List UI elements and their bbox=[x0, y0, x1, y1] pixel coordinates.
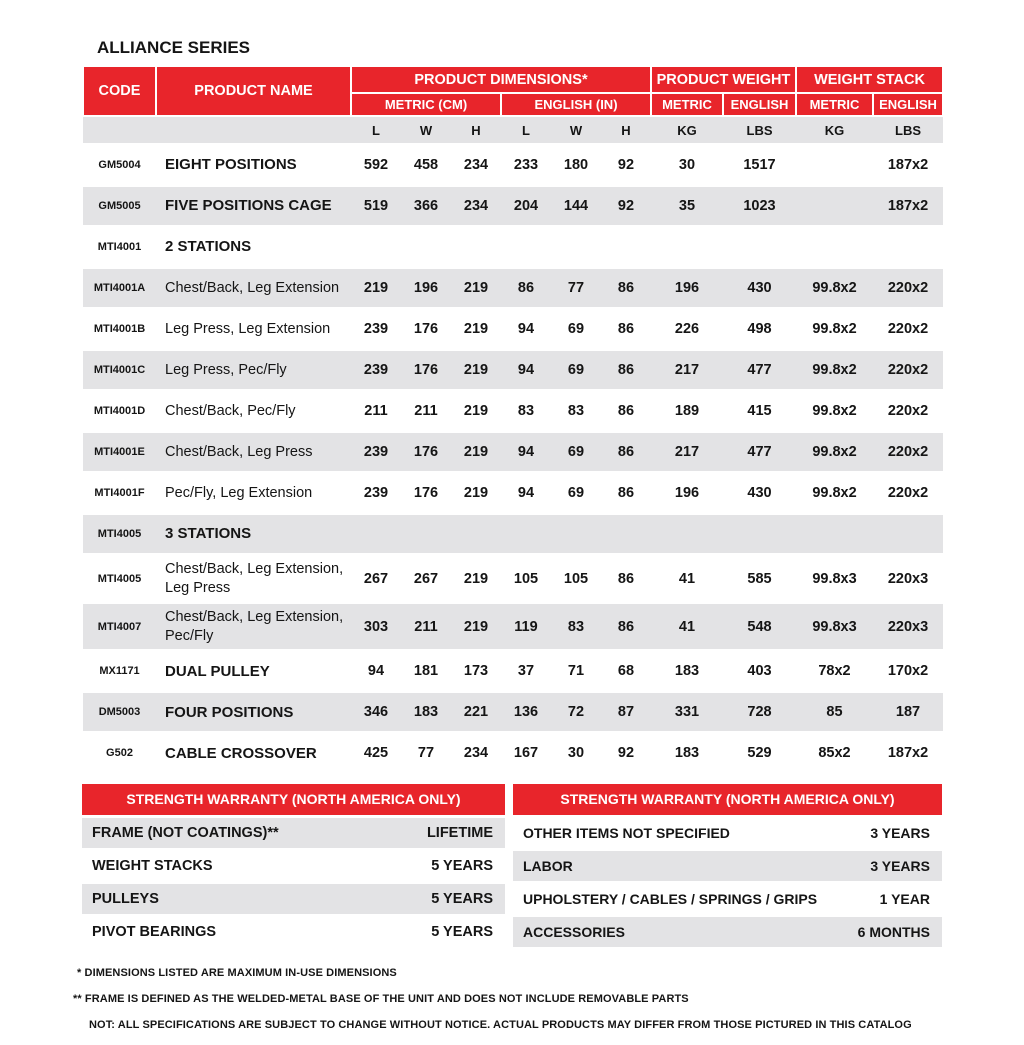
spec-value: 220x2 bbox=[873, 309, 943, 350]
spec-value: 86 bbox=[601, 473, 651, 514]
col-header-english-in: ENGLISH (IN) bbox=[501, 93, 651, 116]
spec-value: 72 bbox=[551, 692, 601, 733]
product-code: MTI4001D bbox=[83, 391, 156, 432]
spec-value: 219 bbox=[451, 432, 501, 473]
table-row bbox=[83, 350, 943, 391]
spec-value: 180 bbox=[551, 145, 601, 186]
spec-value: 403 bbox=[723, 651, 796, 692]
spec-value: 85 bbox=[796, 692, 873, 733]
product-name: Chest/Back, Leg Press bbox=[156, 432, 351, 473]
product-name: Leg Press, Pec/Fly bbox=[156, 350, 351, 391]
spec-value: 415 bbox=[723, 391, 796, 432]
warranty-label: PULLEYS bbox=[92, 891, 159, 908]
footnote-frame: ** FRAME IS DEFINED AS THE WELDED-METAL BASE OF THE UNIT AND DOES NOT INCLUDE REMOVABLE PARTS bbox=[73, 993, 689, 1006]
warranty-label: ACCESSORIES bbox=[523, 924, 625, 941]
spec-value: 211 bbox=[401, 391, 451, 432]
spec-value: 234 bbox=[451, 145, 501, 186]
spec-value: 85x2 bbox=[796, 733, 873, 774]
warranty-row bbox=[513, 917, 942, 947]
table-row bbox=[83, 268, 943, 309]
spec-value: 548 bbox=[723, 603, 796, 651]
spec-value: 92 bbox=[601, 733, 651, 774]
spec-value: 181 bbox=[401, 651, 451, 692]
spec-value: 267 bbox=[351, 555, 401, 603]
spec-value: 99.8x3 bbox=[796, 603, 873, 651]
spec-value: 477 bbox=[723, 432, 796, 473]
spec-value: 86 bbox=[601, 268, 651, 309]
spec-value: 211 bbox=[401, 603, 451, 651]
warranty-row bbox=[82, 917, 505, 947]
spec-value: 189 bbox=[651, 391, 723, 432]
unit-label: W bbox=[551, 116, 601, 145]
table-row bbox=[83, 651, 943, 692]
section-title: 2 STATIONS bbox=[156, 227, 351, 268]
spec-value: 69 bbox=[551, 473, 601, 514]
spec-value: 99.8x2 bbox=[796, 268, 873, 309]
warranty-value: 3 YEARS bbox=[870, 858, 930, 875]
unit-label: L bbox=[351, 116, 401, 145]
col-header-stack-metric: METRIC bbox=[796, 93, 873, 116]
warranty-table-right bbox=[513, 784, 942, 950]
product-code: MTI4001 bbox=[83, 227, 156, 268]
spec-value: 346 bbox=[351, 692, 401, 733]
spec-value: 99.8x2 bbox=[796, 350, 873, 391]
spec-value: 86 bbox=[601, 432, 651, 473]
spec-value: 219 bbox=[451, 309, 501, 350]
section-title: 3 STATIONS bbox=[156, 514, 351, 555]
product-code: MTI4001F bbox=[83, 473, 156, 514]
spec-value: 94 bbox=[351, 651, 401, 692]
warranty-label: LABOR bbox=[523, 858, 573, 875]
spec-value: 68 bbox=[601, 651, 651, 692]
spec-value: 99.8x2 bbox=[796, 309, 873, 350]
spec-value: 99.8x2 bbox=[796, 391, 873, 432]
product-code: G502 bbox=[83, 733, 156, 774]
spec-value: 331 bbox=[651, 692, 723, 733]
warranty-value: LIFETIME bbox=[426, 825, 493, 842]
spec-value: 430 bbox=[723, 268, 796, 309]
product-name: CABLE CROSSOVER bbox=[156, 733, 351, 774]
spec-value: 585 bbox=[723, 555, 796, 603]
page-title: ALLIANCE SERIES bbox=[97, 38, 251, 57]
spec-value: 233 bbox=[501, 145, 551, 186]
spec-value: 220x3 bbox=[873, 555, 943, 603]
product-code: MTI4001C bbox=[83, 350, 156, 391]
spec-value: 728 bbox=[723, 692, 796, 733]
table-row bbox=[83, 432, 943, 473]
spec-value: 86 bbox=[601, 603, 651, 651]
warranty-value: 1 YEAR bbox=[879, 891, 930, 908]
spec-value: 176 bbox=[401, 432, 451, 473]
warranty-value: 5 YEARS bbox=[431, 891, 493, 908]
spec-value: 366 bbox=[401, 186, 451, 227]
spec-value: 83 bbox=[551, 603, 601, 651]
spec-value: 94 bbox=[501, 309, 551, 350]
spec-value: 219 bbox=[351, 268, 401, 309]
spec-value: 183 bbox=[651, 733, 723, 774]
spec-value: 69 bbox=[551, 432, 601, 473]
col-header-weight-english: ENGLISH bbox=[723, 93, 796, 116]
col-header-stack: WEIGHT STACK bbox=[796, 66, 943, 93]
warranty-row bbox=[82, 851, 505, 881]
col-header-weight-metric: METRIC bbox=[651, 93, 723, 116]
warranty-label: OTHER ITEMS NOT SPECIFIED bbox=[523, 825, 730, 842]
spec-value: 219 bbox=[451, 555, 501, 603]
spec-value: 183 bbox=[651, 651, 723, 692]
warranty-value: 5 YEARS bbox=[431, 924, 493, 941]
product-code: GM5005 bbox=[83, 186, 156, 227]
spec-value: 83 bbox=[551, 391, 601, 432]
spec-value: 477 bbox=[723, 350, 796, 391]
col-header-stack-english: ENGLISH bbox=[873, 93, 943, 116]
spec-value: 220x2 bbox=[873, 432, 943, 473]
warranty-value: 6 MONTHS bbox=[857, 924, 930, 941]
spec-value: 37 bbox=[501, 651, 551, 692]
spec-value: 220x2 bbox=[873, 473, 943, 514]
table-row bbox=[83, 309, 943, 350]
unit-label: LBS bbox=[873, 116, 943, 145]
spec-value: 86 bbox=[601, 309, 651, 350]
spec-value: 592 bbox=[351, 145, 401, 186]
warranty-row bbox=[82, 818, 505, 848]
spec-value: 425 bbox=[351, 733, 401, 774]
spec-value: 183 bbox=[401, 692, 451, 733]
spec-value: 92 bbox=[601, 186, 651, 227]
product-code: MX1171 bbox=[83, 651, 156, 692]
spec-value: 219 bbox=[451, 391, 501, 432]
spec-value: 220x2 bbox=[873, 268, 943, 309]
spec-value: 196 bbox=[401, 268, 451, 309]
spec-value: 529 bbox=[723, 733, 796, 774]
unit-label: H bbox=[601, 116, 651, 145]
spec-value: 99.8x2 bbox=[796, 432, 873, 473]
spec-value: 35 bbox=[651, 186, 723, 227]
spec-value: 234 bbox=[451, 733, 501, 774]
spec-value: 83 bbox=[501, 391, 551, 432]
spec-value: 303 bbox=[351, 603, 401, 651]
spec-empty bbox=[351, 227, 943, 268]
spec-value: 41 bbox=[651, 603, 723, 651]
unit-label: H bbox=[451, 116, 501, 145]
table-row bbox=[83, 555, 943, 603]
spec-value: 234 bbox=[451, 186, 501, 227]
spec-value: 170x2 bbox=[873, 651, 943, 692]
product-name: FOUR POSITIONS bbox=[156, 692, 351, 733]
spec-value: 498 bbox=[723, 309, 796, 350]
warranty-left-title: STRENGTH WARRANTY (NORTH AMERICA ONLY) bbox=[82, 784, 505, 815]
spec-value: 176 bbox=[401, 473, 451, 514]
product-code: MTI4005 bbox=[83, 555, 156, 603]
warranty-row bbox=[513, 818, 942, 848]
spec-value: 239 bbox=[351, 432, 401, 473]
spec-value: 173 bbox=[451, 651, 501, 692]
unit-spacer bbox=[83, 116, 351, 145]
spec-value: 92 bbox=[601, 145, 651, 186]
warranty-section bbox=[82, 784, 944, 950]
spec-value: 99.8x3 bbox=[796, 555, 873, 603]
spec-value: 239 bbox=[351, 309, 401, 350]
spec-value: 136 bbox=[501, 692, 551, 733]
unit-label: L bbox=[501, 116, 551, 145]
spec-value: 239 bbox=[351, 350, 401, 391]
spec-value: 204 bbox=[501, 186, 551, 227]
spec-value: 219 bbox=[451, 473, 501, 514]
spec-value: 94 bbox=[501, 432, 551, 473]
product-code: MTI4007 bbox=[83, 603, 156, 651]
spec-value: 86 bbox=[501, 268, 551, 309]
spec-value: 458 bbox=[401, 145, 451, 186]
spec-value: 217 bbox=[651, 350, 723, 391]
spec-value: 144 bbox=[551, 186, 601, 227]
spec-value: 69 bbox=[551, 309, 601, 350]
header-row-groups bbox=[83, 66, 943, 93]
unit-label: KG bbox=[796, 116, 873, 145]
warranty-label: FRAME (NOT COATINGS)** bbox=[92, 825, 279, 842]
product-code: MTI4005 bbox=[83, 514, 156, 555]
unit-label: LBS bbox=[723, 116, 796, 145]
table-section-row bbox=[83, 227, 943, 268]
spec-value: 196 bbox=[651, 268, 723, 309]
table-row bbox=[83, 733, 943, 774]
spec-value: 69 bbox=[551, 350, 601, 391]
table-row bbox=[83, 145, 943, 186]
product-name: EIGHT POSITIONS bbox=[156, 145, 351, 186]
product-code: GM5004 bbox=[83, 145, 156, 186]
spec-value: 211 bbox=[351, 391, 401, 432]
product-name: DUAL PULLEY bbox=[156, 651, 351, 692]
spec-value: 86 bbox=[601, 350, 651, 391]
spec-value: 30 bbox=[551, 733, 601, 774]
spec-value: 119 bbox=[501, 603, 551, 651]
spec-value: 78x2 bbox=[796, 651, 873, 692]
warranty-row bbox=[513, 884, 942, 914]
col-header-weight: PRODUCT WEIGHT bbox=[651, 66, 796, 93]
warranty-row bbox=[82, 884, 505, 914]
table-section-row bbox=[83, 514, 943, 555]
spec-value: 187 bbox=[873, 692, 943, 733]
spec-value: 267 bbox=[401, 555, 451, 603]
footnotes bbox=[73, 967, 944, 1032]
warranty-row bbox=[513, 851, 942, 881]
col-header-metric-cm: METRIC (CM) bbox=[351, 93, 501, 116]
spec-value: 220x3 bbox=[873, 603, 943, 651]
spec-value bbox=[796, 186, 873, 227]
product-code: MTI4001A bbox=[83, 268, 156, 309]
spec-value: 105 bbox=[551, 555, 601, 603]
product-code: DM5003 bbox=[83, 692, 156, 733]
spec-value: 41 bbox=[651, 555, 723, 603]
spec-sheet bbox=[73, 38, 944, 1045]
product-code: MTI4001E bbox=[83, 432, 156, 473]
spec-value: 1023 bbox=[723, 186, 796, 227]
warranty-right-title: STRENGTH WARRANTY (NORTH AMERICA ONLY) bbox=[513, 784, 942, 815]
table-row bbox=[83, 186, 943, 227]
warranty-label: WEIGHT STACKS bbox=[92, 858, 213, 875]
warranty-table-left bbox=[82, 784, 505, 950]
table-row bbox=[83, 391, 943, 432]
spec-value: 77 bbox=[551, 268, 601, 309]
spec-value: 176 bbox=[401, 350, 451, 391]
header-row-units bbox=[83, 116, 943, 145]
warranty-value: 5 YEARS bbox=[431, 858, 493, 875]
warranty-value: 3 YEARS bbox=[870, 825, 930, 842]
product-name: Chest/Back, Leg Extension bbox=[156, 268, 351, 309]
spec-value: 187x2 bbox=[873, 145, 943, 186]
spec-value: 86 bbox=[601, 555, 651, 603]
product-name: FIVE POSITIONS CAGE bbox=[156, 186, 351, 227]
spec-value: 217 bbox=[651, 432, 723, 473]
col-header-dimensions: PRODUCT DIMENSIONS* bbox=[351, 66, 651, 93]
unit-label: W bbox=[401, 116, 451, 145]
spec-value: 105 bbox=[501, 555, 551, 603]
product-name: Pec/Fly, Leg Extension bbox=[156, 473, 351, 514]
spec-value: 87 bbox=[601, 692, 651, 733]
col-header-product-name: PRODUCT NAME bbox=[156, 66, 351, 116]
unit-label: KG bbox=[651, 116, 723, 145]
product-code: MTI4001B bbox=[83, 309, 156, 350]
footnote-specs-notice: NOT: ALL SPECIFICATIONS ARE SUBJECT TO CHANGE WITHOUT NOTICE. ACTUAL PRODUCTS MAY DIFFER FROM THOSE PICTURED IN THIS CATALOG bbox=[89, 1019, 912, 1032]
spec-value: 220x2 bbox=[873, 391, 943, 432]
spec-value: 196 bbox=[651, 473, 723, 514]
product-name: Chest/Back, Leg Extension, Pec/Fly bbox=[156, 603, 351, 651]
spec-value: 187x2 bbox=[873, 733, 943, 774]
table-row bbox=[83, 603, 943, 651]
spec-value: 220x2 bbox=[873, 350, 943, 391]
footnote-dimensions: * DIMENSIONS LISTED ARE MAXIMUM IN-USE DIMENSIONS bbox=[77, 967, 397, 980]
spec-value: 226 bbox=[651, 309, 723, 350]
spec-value: 94 bbox=[501, 350, 551, 391]
spec-value: 219 bbox=[451, 350, 501, 391]
spec-value bbox=[796, 145, 873, 186]
spec-value: 71 bbox=[551, 651, 601, 692]
warranty-label: PIVOT BEARINGS bbox=[92, 924, 217, 941]
product-name: Leg Press, Leg Extension bbox=[156, 309, 351, 350]
product-name: Chest/Back, Leg Extension, Leg Press bbox=[156, 555, 351, 603]
spec-value: 167 bbox=[501, 733, 551, 774]
spec-empty bbox=[351, 514, 943, 555]
spec-value: 219 bbox=[451, 268, 501, 309]
spec-value: 1517 bbox=[723, 145, 796, 186]
spec-value: 187x2 bbox=[873, 186, 943, 227]
product-name: Chest/Back, Pec/Fly bbox=[156, 391, 351, 432]
spec-value: 430 bbox=[723, 473, 796, 514]
table-row bbox=[83, 692, 943, 733]
spec-value: 219 bbox=[451, 603, 501, 651]
spec-value: 77 bbox=[401, 733, 451, 774]
col-header-code: CODE bbox=[83, 66, 156, 116]
spec-value: 519 bbox=[351, 186, 401, 227]
spec-value: 86 bbox=[601, 391, 651, 432]
spec-value: 99.8x2 bbox=[796, 473, 873, 514]
spec-table bbox=[82, 65, 944, 775]
warranty-label: UPHOLSTERY / CABLES / SPRINGS / GRIPS bbox=[523, 891, 818, 908]
table-row bbox=[83, 473, 943, 514]
spec-value: 30 bbox=[651, 145, 723, 186]
spec-value: 221 bbox=[451, 692, 501, 733]
spec-value: 176 bbox=[401, 309, 451, 350]
spec-value: 94 bbox=[501, 473, 551, 514]
spec-value: 239 bbox=[351, 473, 401, 514]
